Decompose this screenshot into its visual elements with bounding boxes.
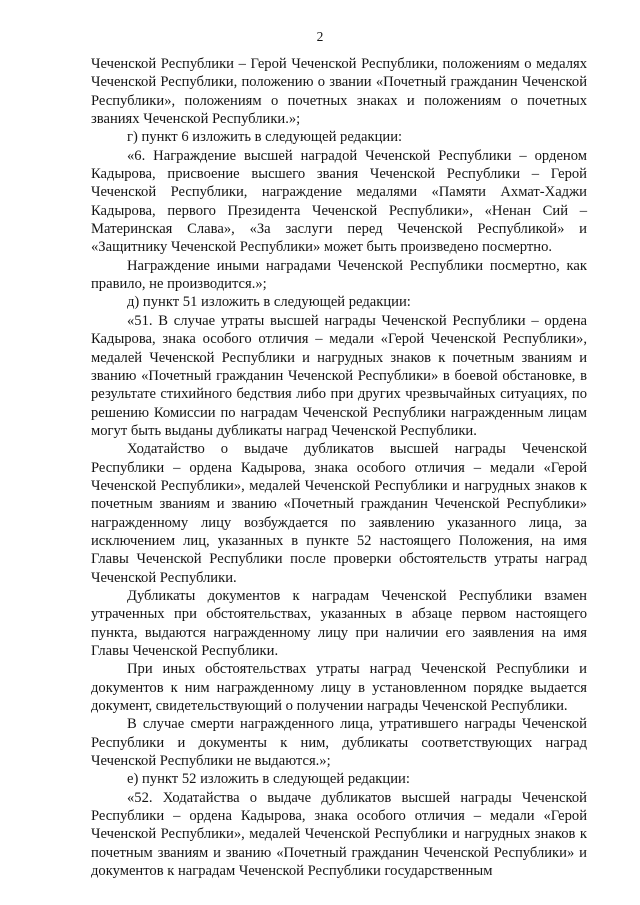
paragraph: «51. В случае утраты высшей награды Чеченской Республики – ордена Кадырова, знака особого отличия – медали «Герой Чеченской Республики», медалей Чеченской Республики и нагрудных знаков к почетным званиям и званию «Почетный гражданин Чеченской Республики» в боевой обстановке, в результате стихийного бедствия либо при других чрезвычайных ситуациях, по решению Комиссии по наградам Чеченской Республики награжденным лицам могут быть выданы дубликаты наград Чеченской Республики. (91, 312, 587, 439)
document-body (91, 55, 587, 880)
paragraph: В случае смерти награжденного лица, утратившего награды Чеченской Республики и документы к ним, дубликаты соответствующих наград Чеченской Республики не выдаются.»; (91, 716, 587, 770)
paragraph: Награждение иными наградами Чеченской Республики посмертно, как правило, не производится.»; (91, 257, 587, 293)
paragraph: Чеченской Республики – Герой Чеченской Республики, положениям о медалях Чеченской Республики, положению о звании «Почетный гражданин Чеченской Республики», положениям о почетных знаках и положениям о почетных званиях Чеченской Республики.»; (91, 56, 587, 128)
paragraph: При иных обстоятельствах утраты наград Чеченской Республики и документов к ним награжденному лицу в установленном порядке выдается документ, свидетельствующий о получении награды Чеченской Республики. (91, 661, 587, 715)
paragraph: «6. Награждение высшей наградой Чеченской Республики – орденом Кадырова, присвоение высшего звания Чеченской Республики – Герой Чеченской Республики, награждение медалями «Памяти Ахмат-Хаджи Кадырова, первого Президента Чеченской Республики», «Ненан Сий – Материнская Слава», «За заслуги перед Чеченской Республикой» и «Защитнику Чеченской Республики» может быть произведено посмертно. (91, 147, 587, 256)
paragraph: е) пункт 52 изложить в следующей редакции: (127, 771, 410, 788)
page-number: 2 (316, 29, 324, 44)
paragraph: Ходатайство о выдаче дубликатов высшей награды Чеченской Республики – ордена Кадырова, знака особого отличия – медали «Герой Чеченской Республики», медалей Чеченской Республики и нагрудных знаков к почетным званиям и званию «Почетный гражданин Чеченской Республики» награжденному лицу возбуждается по заявлению указанного лица, за исключением лиц, указанных в пункте 52 настоящего Положения, на имя Главы Чеченской Республики после проверки обстоятельств утраты наград Чеченской Республики. (91, 441, 587, 586)
paragraph: г) пункт 6 изложить в следующей редакции: (127, 129, 403, 146)
paragraph: д) пункт 51 изложить в следующей редакции: (127, 294, 411, 311)
paragraph: Дубликаты документов к наградам Чеченской Республики взамен утраченных при обстоятельствах, указанных в абзаце первом настоящего пункта, выдаются награжденному лицу при наличии его заявления на имя Главы Чеченской Республики. (91, 587, 587, 659)
paragraph: «52. Ходатайства о выдаче дубликатов высшей награды Чеченской Республики – ордена Кадырова, знака особого отличия – медали «Герой Чеченской Республики», медалей Чеченской Республики и нагрудных знаков к почетным званиям и званию «Почетный гражданин Чеченской Республики» и документов к наградам Чеченской Республики государственным (91, 789, 587, 880)
